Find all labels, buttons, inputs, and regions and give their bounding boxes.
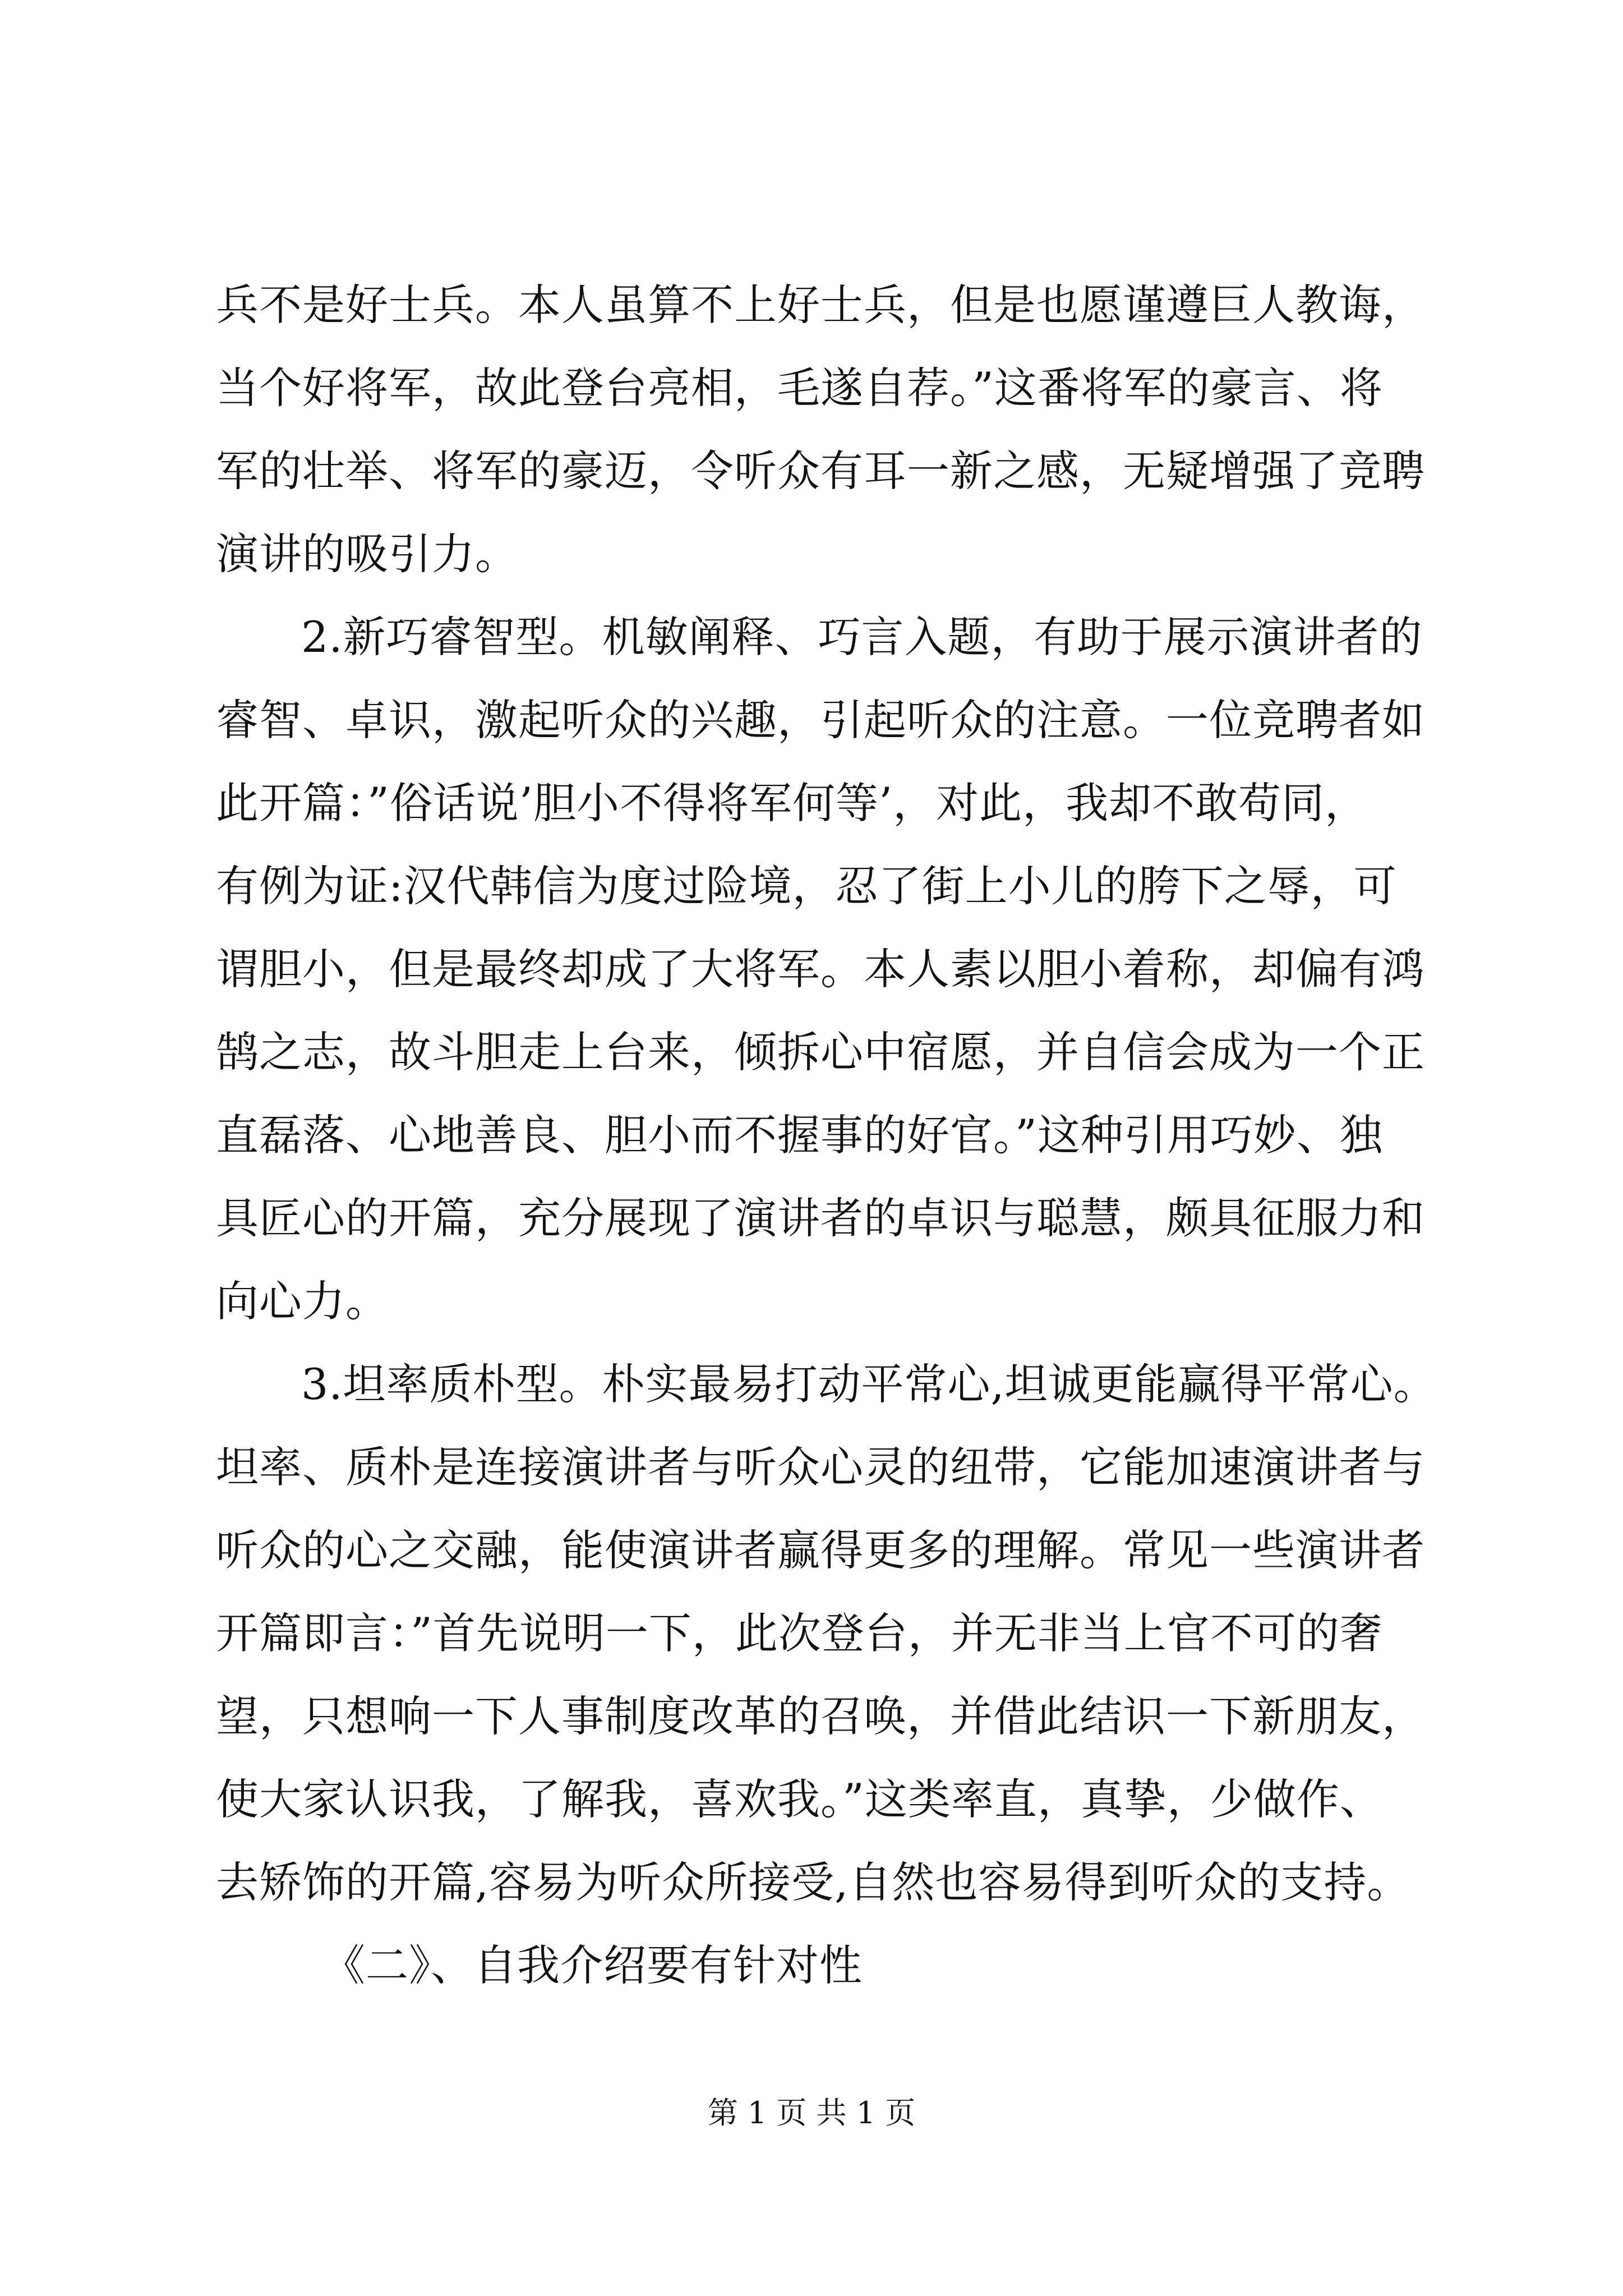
paragraph-start-line: 2.新巧睿智型。机敏阐释、巧言入题，有助于展示演讲者的 xyxy=(301,612,1423,662)
text-line: 睿智、卓识，激起听众的兴趣，引起听众的注意。一位竞聘者如 xyxy=(216,695,1425,745)
text-line: 有例为证:汉代韩信为度过险境，忍了街上小儿的胯下之辱，可 xyxy=(216,861,1397,911)
text-line: 军的壮举、将军的豪迈，令听众有耳一新之感，无疑增强了竞聘 xyxy=(216,446,1425,496)
text-line: 谓胆小，但是最终却成了大将军。本人素以胆小着称，却偏有鸿 xyxy=(216,944,1425,994)
page-number-footer: 第 1 页 共 1 页 xyxy=(707,2095,916,2131)
text-line: 兵不是好士兵。本人虽算不上好士兵，但是也愿谨遵巨人教诲， xyxy=(216,280,1425,330)
text-line: 向心力。 xyxy=(216,1276,389,1326)
text-line: 鹄之志，故斗胆走上台来，倾拆心中宿愿，并自信会成为一个正 xyxy=(216,1027,1425,1077)
text-line: 当个好将军，故此登台亮相，毛遂自荐。”这番将军的豪言、将 xyxy=(216,363,1383,413)
text-line: 去矫饰的开篇,容易为听众所接受,自然也容易得到听众的支持。 xyxy=(216,1857,1410,1907)
section-heading: 《二》、自我介绍要有针对性 xyxy=(322,1940,863,1990)
text-line: 直磊落、心地善良、胆小而不握事的好官。”这种引用巧妙、独 xyxy=(216,1110,1383,1160)
text-line: 坦率、质朴是连接演讲者与听众心灵的纽带，它能加速演讲者与 xyxy=(216,1442,1425,1492)
paragraph-start-line: 3.坦率质朴型。朴实最易打动平常心,坦诚更能赢得平常心。 xyxy=(301,1359,1437,1409)
text-line: 听众的心之交融，能使演讲者赢得更多的理解。常见一些演讲者 xyxy=(216,1525,1425,1575)
text-line: 使大家认识我，了解我，喜欢我。”这类率直，真挚，少做作、 xyxy=(216,1774,1383,1824)
text-line: 此开篇：”俗话说’胆小不得将军何等’，对此，我却不敢苟同， xyxy=(216,778,1368,828)
text-line: 开篇即言：”首先说明一下，此次登台，并无非当上官不可的奢 xyxy=(216,1608,1383,1658)
body-text xyxy=(216,264,1438,2007)
text-line: 演讲的吸引力。 xyxy=(216,529,518,579)
text-line: 具匠心的开篇，充分展现了演讲者的卓识与聪慧，颇具征服力和 xyxy=(216,1193,1425,1243)
text-line: 望，只想响一下人事制度改革的召唤，并借此结识一下新朋友， xyxy=(216,1691,1425,1741)
